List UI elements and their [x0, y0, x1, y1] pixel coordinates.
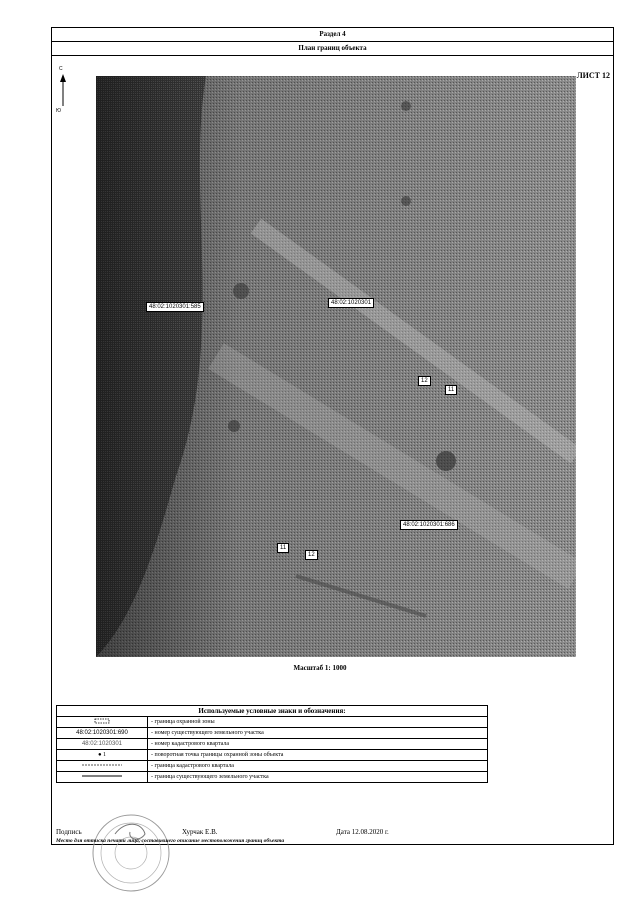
legend-table	[56, 705, 488, 783]
north-label: С	[59, 66, 63, 72]
legend-text: - поворотная точка границы охранной зоны объекта	[148, 750, 488, 761]
south-label: Ю	[56, 108, 62, 114]
boundary-point-label: 12	[305, 550, 318, 560]
boundary-point-label: 11	[277, 543, 289, 553]
stamp-seal	[90, 812, 172, 894]
legend-row	[57, 772, 488, 783]
legend-text: - граница охранной зоны	[148, 717, 488, 728]
legend-text: - граница существующего земельного участка	[148, 772, 488, 783]
signature-label: Подпись	[56, 828, 82, 836]
section-header: Раздел 4	[51, 27, 614, 42]
protection-zone-symbol	[57, 717, 148, 728]
legend-text: - граница кадастрового квартала	[148, 761, 488, 772]
page-title: План границ объекта	[51, 41, 614, 56]
legend-row	[57, 717, 488, 728]
parcel-label: 48:02:1020301:585	[146, 302, 204, 312]
boundary-point-label: 12	[418, 376, 431, 386]
signer-name: Хурчак Е.В.	[182, 828, 218, 836]
north-arrow-icon	[56, 66, 70, 116]
legend-row	[57, 750, 488, 761]
legend-row	[57, 728, 488, 739]
legend-text: - номер существующего земельного участка	[148, 728, 488, 739]
sheet-number: ЛИСТ 12	[576, 71, 610, 80]
scale-label: Масштаб 1: 1000	[293, 664, 347, 672]
aerial-map	[96, 76, 576, 657]
parcel-label: 48:02:1020301:686	[400, 520, 458, 530]
legend-row	[57, 761, 488, 772]
quarter-label: 48:02:1020301	[328, 298, 374, 308]
aerial-photo	[96, 76, 576, 657]
quarter-boundary-symbol	[57, 761, 148, 772]
boundary-point-label: 11	[445, 385, 457, 395]
date-label: Дата 12.08.2020 г.	[336, 828, 389, 836]
legend-row	[57, 739, 488, 750]
parcel-boundary-symbol	[57, 772, 148, 783]
quarter-number-symbol: 48:02:1020301	[57, 739, 148, 750]
legend-text: - номер кадастрового квартала	[148, 739, 488, 750]
parcel-number-symbol: 48:02:1020301:690	[57, 728, 148, 739]
stamp-note: Место для оттиска печати лица, составившего описание местоположения границ объекта	[56, 838, 285, 844]
legend-heading: Используемые условные знаки и обозначения:	[57, 706, 488, 717]
turning-point-symbol: ● 1	[57, 750, 148, 761]
